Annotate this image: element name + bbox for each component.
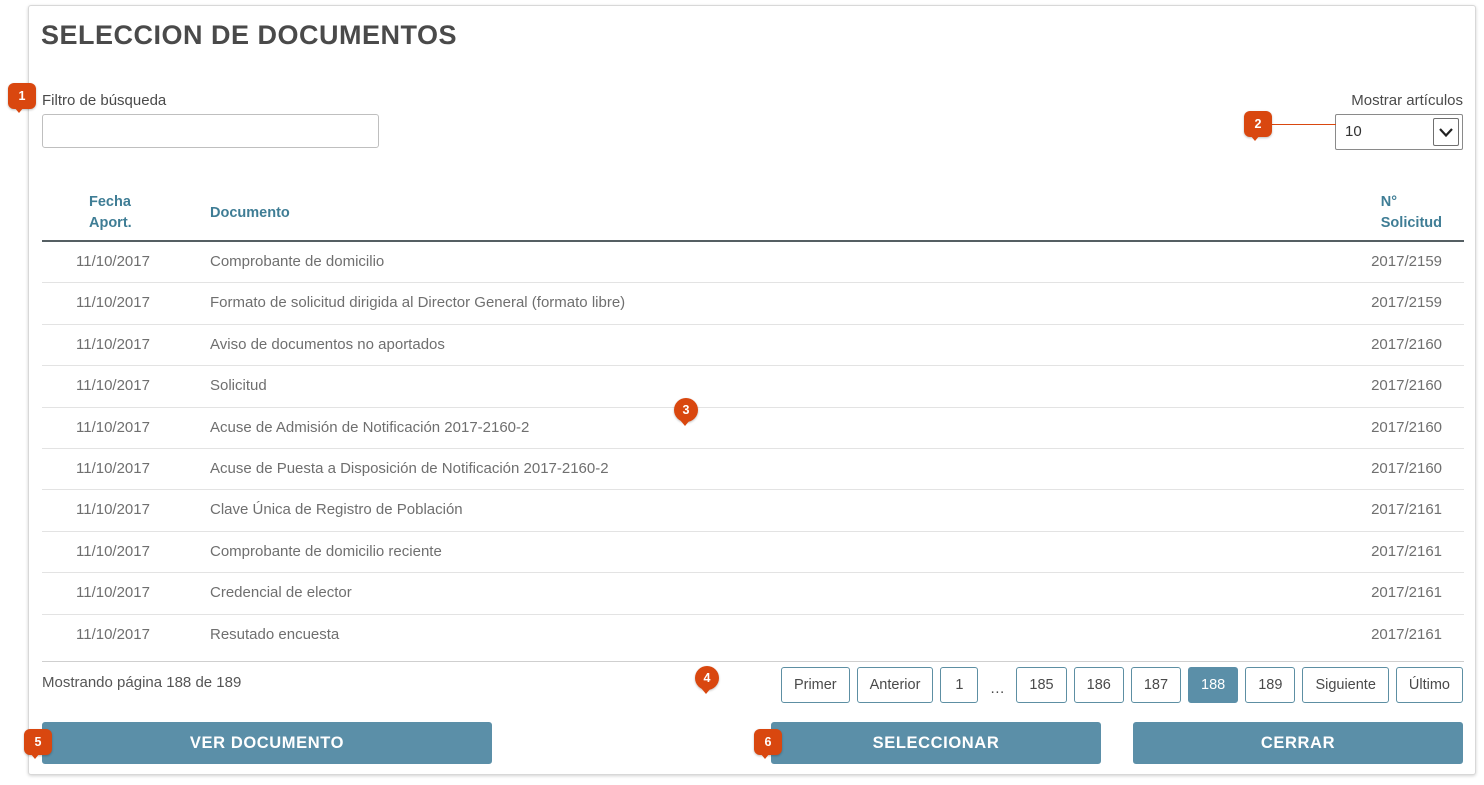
cell-solicitud: 2017/2161 (1371, 584, 1442, 602)
cell-fecha: 11/10/2017 (76, 377, 150, 395)
table-row[interactable] (42, 532, 1464, 573)
cell-documento: Resutado encuesta (210, 625, 340, 643)
cell-documento: Formato de solicitud dirigida al Director General (formato libre) (210, 294, 626, 312)
table-row[interactable] (42, 408, 1464, 449)
cell-fecha: 11/10/2017 (76, 501, 150, 519)
cell-solicitud: 2017/2161 (1371, 501, 1442, 519)
cell-documento: Comprobante de domicilio (210, 253, 385, 270)
search-filter-label: Filtro de búsqueda (42, 92, 167, 109)
table-row[interactable] (42, 490, 1464, 531)
cell-fecha: 11/10/2017 (76, 584, 150, 602)
show-articles-label: Mostrar artículos (1351, 92, 1463, 109)
cell-fecha: 11/10/2017 (76, 253, 150, 270)
callout-marker-4: 4 (695, 666, 719, 690)
column-header-solicitud[interactable]: N° Solicitud (1380, 194, 1442, 231)
pagination-status: Mostrando página 188 de 189 (42, 674, 242, 691)
pagination-page-187[interactable]: 187 (1131, 667, 1181, 703)
callout-marker-5: 5 (24, 729, 52, 755)
table-row[interactable] (42, 325, 1464, 366)
cell-documento: Aviso de documentos no aportados (210, 335, 445, 353)
pagination-prev-button[interactable]: Anterior (857, 667, 934, 703)
callout-marker-3: 3 (674, 398, 698, 422)
pagination-ellipsis: … (989, 680, 1005, 697)
table-row[interactable] (42, 283, 1464, 324)
cell-fecha: 11/10/2017 (76, 418, 150, 436)
table-row[interactable] (42, 449, 1464, 490)
cell-fecha: 11/10/2017 (76, 625, 150, 643)
pagination-page-188[interactable]: 188 (1188, 667, 1238, 703)
cell-documento: Comprobante de domicilio reciente (210, 542, 442, 560)
cell-documento: Acuse de Puesta a Disposición de Notificación 2017-2160-2 (210, 459, 609, 477)
table-row[interactable] (42, 366, 1464, 407)
cell-solicitud: 2017/2161 (1371, 542, 1442, 560)
cell-solicitud: 2017/2160 (1371, 377, 1442, 395)
chevron-down-icon[interactable] (1433, 118, 1459, 146)
pagination-last-button[interactable]: Último (1396, 667, 1463, 703)
table-row[interactable] (42, 242, 1464, 283)
callout-marker-6: 6 (754, 729, 782, 755)
select-button[interactable]: SELECCIONAR (771, 722, 1101, 764)
cell-solicitud: 2017/2159 (1371, 253, 1442, 270)
dialog-actions (29, 722, 1475, 768)
search-input[interactable] (42, 114, 379, 148)
pagination-next-button[interactable]: Siguiente (1302, 667, 1388, 703)
cell-solicitud: 2017/2159 (1371, 294, 1442, 312)
table-header-row (42, 178, 1464, 242)
close-button[interactable]: CERRAR (1133, 722, 1463, 764)
pagination-first-button[interactable]: Primer (781, 667, 850, 703)
page-title: SELECCION DE DOCUMENTOS (41, 20, 458, 50)
cell-solicitud: 2017/2160 (1371, 335, 1442, 353)
cell-fecha: 11/10/2017 (76, 459, 150, 477)
cell-solicitud: 2017/2160 (1371, 459, 1442, 477)
cell-fecha: 11/10/2017 (76, 542, 150, 560)
pagination-page-186[interactable]: 186 (1074, 667, 1124, 703)
pagination-page-185[interactable]: 185 (1016, 667, 1066, 703)
cell-documento: Acuse de Admisión de Notificación 2017-2160-2 (210, 418, 530, 436)
cell-documento: Credencial de elector (210, 584, 352, 602)
cell-fecha: 11/10/2017 (76, 335, 150, 353)
column-header-documento[interactable]: Documento (210, 205, 290, 221)
column-header-fecha[interactable]: Fecha Aport. (89, 194, 132, 231)
cell-solicitud: 2017/2161 (1371, 625, 1442, 643)
callout-leader-2 (1272, 124, 1336, 125)
cell-fecha: 11/10/2017 (76, 294, 150, 312)
pagination-page-189[interactable]: 189 (1245, 667, 1295, 703)
cell-solicitud: 2017/2160 (1371, 418, 1442, 436)
documents-table (42, 178, 1464, 656)
table-row[interactable] (42, 615, 1464, 656)
show-articles-select[interactable] (1335, 114, 1463, 150)
cell-documento: Clave Única de Registro de Población (210, 501, 463, 519)
table-row[interactable] (42, 573, 1464, 614)
callout-marker-1: 1 (8, 83, 36, 109)
table-bottom-divider (42, 661, 1464, 662)
callout-marker-2: 2 (1244, 111, 1272, 137)
cell-documento: Solicitud (210, 377, 267, 395)
show-articles-value: 10 (1345, 123, 1362, 140)
view-document-button[interactable]: VER DOCUMENTO (42, 722, 492, 764)
pagination-page-1[interactable]: 1 (940, 667, 978, 703)
pagination (781, 667, 1463, 703)
